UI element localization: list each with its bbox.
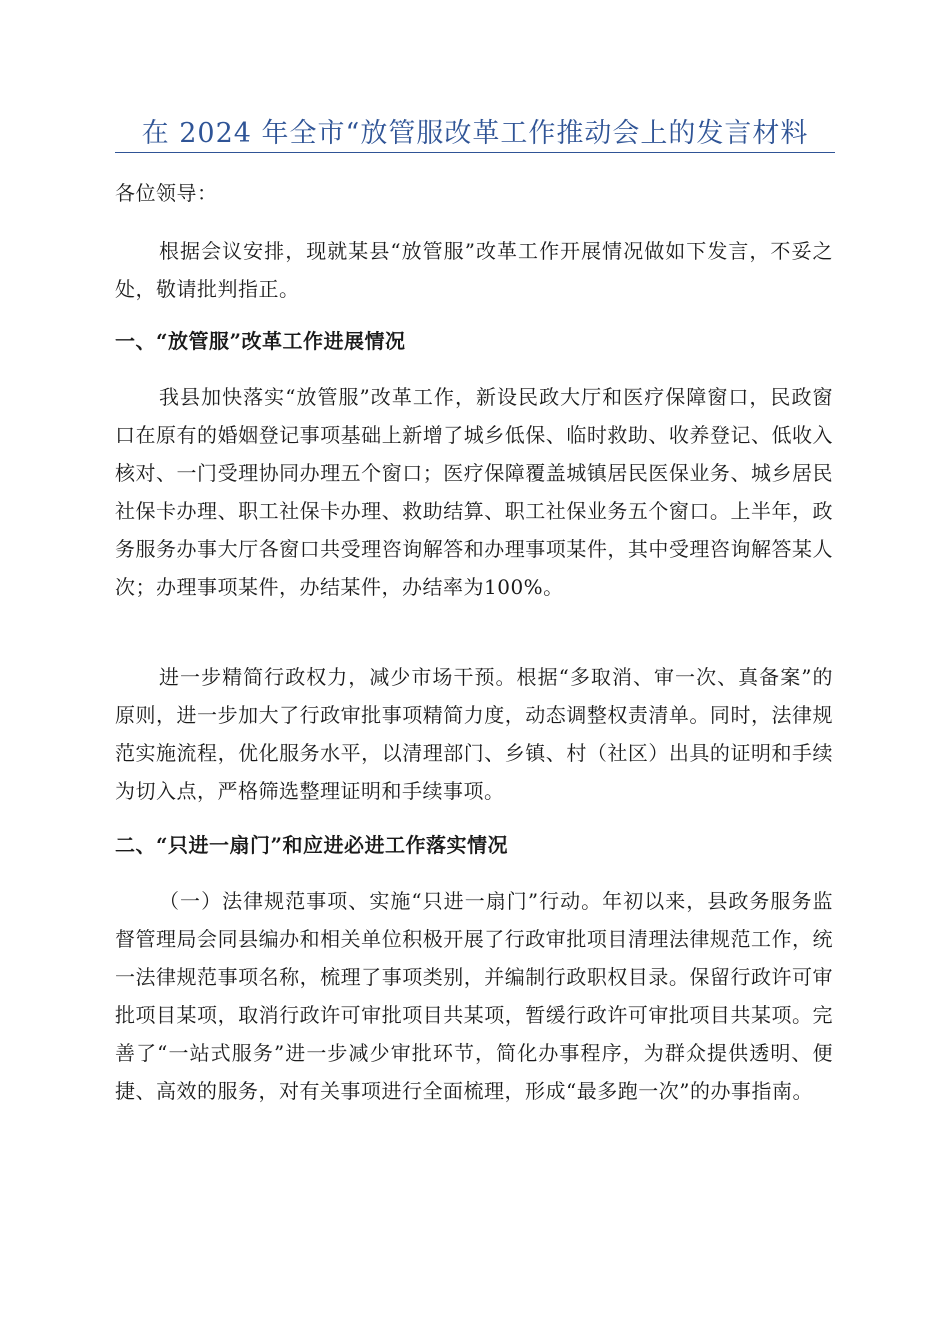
section1-paragraph-1: 我县加快落实“放管服”改革工作，新设民政大厅和医疗保障窗口，民政窗口在原有的婚姻登记事项基础上新增了城乡低保、临时救助、收养登记、低收入核对、一门受理协同办理五个窗口；医疗保障覆盖城镇居民医保业务、城乡居民社保卡办理、职工社保卡办理、救助结算、职工社保业务五个窗口。上半年，政务服务办事大厅各窗口共受理咨询解答和办理事项某件，其中受理咨询解答某人次；办理事项某件，办结某件，办结率为100%。 [115,385,833,599]
intro-paragraph: 根据会议安排，现就某县“放管服”改革工作开展情况做如下发言，不妥之处，敬请批判指正。 [115,239,833,301]
document-title: 在 2024 年全市“放管服改革工作推动会上的发言材料 [141,118,809,149]
salutation: 各位领导： [115,181,218,205]
section1-paragraph-2: 进一步精简行政权力，减少市场干预。根据“多取消、审一次、真备案”的原则，进一步加大了行政审批事项精简力度，动态调整权责清单。同时，法律规范实施流程，优化服务水平，以清理部门、乡镇、村（社区）出具的证明和手续为切入点，严格筛选整理证明和手续事项。 [115,665,833,803]
section1-heading: 一、“放管服”改革工作进展情况 [115,329,406,353]
title-underline [115,152,835,153]
section2-heading: 二、“只进一扇门”和应进必进工作落实情况 [115,833,509,857]
section2-paragraph-1: （一）法律规范事项、实施“只进一扇门”行动。年初以来，县政务服务监督管理局会同县编办和相关单位积极开展了行政审批项目清理法律规范工作，统一法律规范事项名称，梳理了事项类别，并编制行政职权目录。保留行政许可审批项目某项，取消行政许可审批项目共某项，暂缓行政许可审批项目共某项。完善了“一站式服务”进一步减少审批环节，简化办事程序，为群众提供透明、便捷、高效的服务，对有关事项进行全面梳理，形成“最多跑一次”的办事指南。 [115,889,833,1103]
